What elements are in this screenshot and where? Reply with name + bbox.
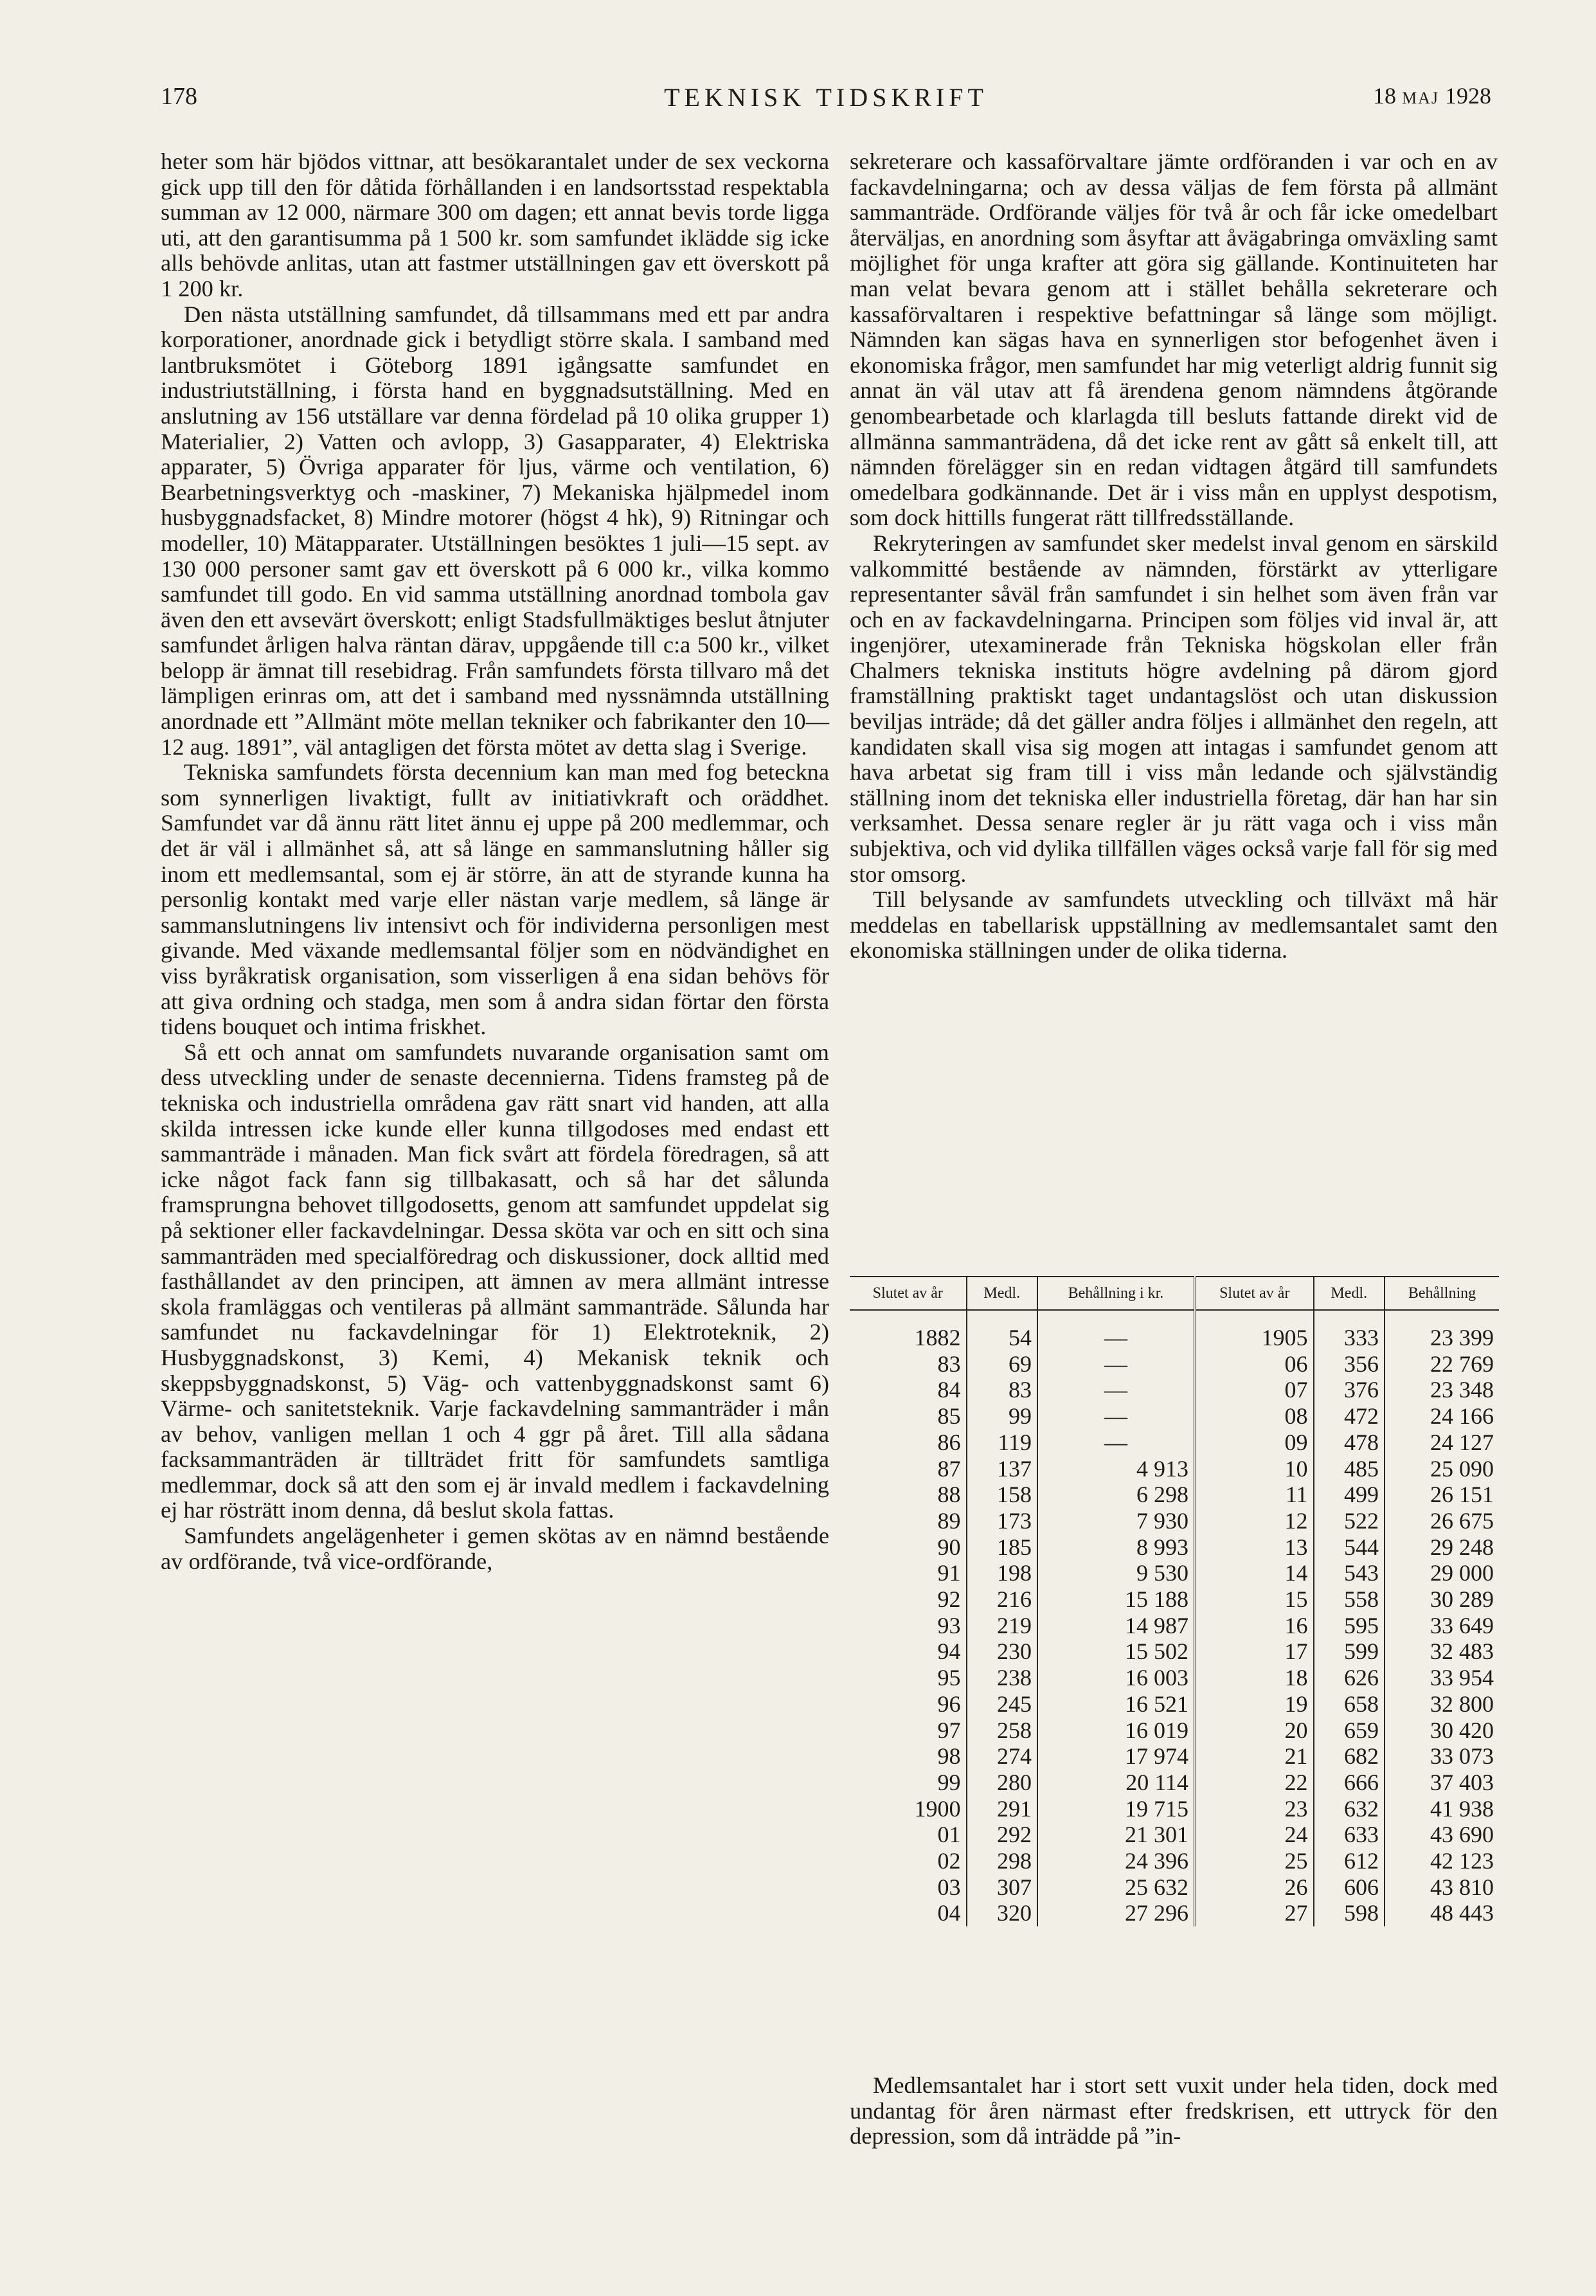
cell-members: 230 — [967, 1638, 1037, 1665]
cell-balance: — — [1037, 1351, 1195, 1377]
cell-year: 92 — [937, 1586, 961, 1613]
cell-balance: 29 000 — [1385, 1560, 1499, 1586]
cell-balance: 21 301 — [1037, 1822, 1195, 1848]
col-header-year: Slutet av år — [850, 1277, 967, 1310]
paragraph: Samfundets angelägenheter i gemen skötas av en nämnd bestående av ordförande, två vice-ordförande, — [161, 1523, 829, 1574]
cell-balance: 17 974 — [1037, 1743, 1195, 1770]
cell-balance: 24 127 — [1385, 1430, 1499, 1456]
cell-year: 89 — [937, 1507, 961, 1534]
cell-year: 22 — [1195, 1770, 1314, 1796]
cell-year: 84 — [937, 1377, 961, 1403]
table-row — [850, 1456, 1499, 1482]
cell-balance: 15 502 — [1037, 1638, 1195, 1665]
cell-members: 633 — [1314, 1822, 1385, 1848]
running-header — [161, 82, 1491, 121]
cell-members: 606 — [1314, 1874, 1385, 1901]
cell-year: 1882 — [914, 1325, 961, 1350]
col-header-members: Medl. — [967, 1277, 1037, 1310]
cell-members: 356 — [1314, 1351, 1385, 1377]
col-header-balance: Behållning — [1385, 1277, 1499, 1310]
cell-members: 216 — [967, 1586, 1037, 1613]
paragraph: Den nästa utställning samfundet, då tillsammans med ett par andra korporationer, anordnade gick i betydligt större skala. I samband med lantbruksmötet i Göteborg 1891 igångsatte samfundet en industriutställning, i första hand en byggnadsutställning. Med en anslutning av 156 utställare var denna fördelad på 10 olika grupper 1) Materialier, 2) Vatten och avlopp, 3) Gasapparater, 4) Elektriska apparater, 5) Övriga apparater för ljus, värme och ventilation, 6) Bearbetningsverktyg och -maskiner, 7) Mekaniska hjälpmedel inom husbyggnadsfacket, 8) Mindre motorer (högst 4 hk), 9) Ritningar och modeller, 10) Mätapparater. Utställningen besöktes 1 juli—15 sept. av 130 000 personer samt gav ett överskott på 6 000 kr., vilka kommo samfundet till godo. En vid samma utställning anordnad tombola gav även den ett avsevärt överskott; enligt Stadsfullmäktiges beslut åtnjuter samfundet årligen halva räntan därav, uppgående till c:a 500 kr., vilket belopp är ämnat till resebidrag. Från samfundets första tillvaro må det lämpligen erinras om, att det i samband med nyssnämnda utställning anordnade ett ”Allmänt möte mellan tekniker och fabrikanter den 10—12 aug. 1891”, väl antagligen det första mötet av detta slag i Sverige. — [161, 301, 829, 760]
cell-balance: 4 913 — [1037, 1456, 1195, 1482]
paragraph: Tekniska samfundets första decennium kan man med fog beteckna som synnerligen livaktigt, fullt av initiativkraft och oräddhet. Samfundet var då ännu rätt litet ännu ej uppe på 200 medlemmar, och det är väl i allmänhet så, att så länge en sammanslutning håller sig inom ett medlemsantal, som ej är större, än att de styrande kunna ha personlig kontakt med varje eller nästan varje medlem, så länge är sammanslutningens liv intensivt och för individerna personligen mest givande. Med växande medlemsantal följer som en nödvändighet en viss byråkratisk organisation, som visserligen å ena sidan behövs för att giva ordning och stadga, men som å andra sidan förtar den första tidens bouquet och intima friskhet. — [161, 759, 829, 1040]
cell-balance: 48 443 — [1385, 1900, 1499, 1926]
table-row — [850, 1482, 1499, 1508]
table-row — [850, 1900, 1499, 1926]
issue-date — [1373, 82, 1491, 109]
table-row — [850, 1351, 1499, 1377]
cell-year: 06 — [1195, 1351, 1314, 1377]
table-row — [850, 1430, 1499, 1456]
cell-year: 98 — [937, 1743, 961, 1770]
cell-year: 12 — [1195, 1508, 1314, 1534]
table-row — [850, 1403, 1499, 1430]
cell-members: 320 — [967, 1900, 1037, 1926]
cell-members: 632 — [1314, 1796, 1385, 1822]
cell-members: 274 — [967, 1743, 1037, 1770]
cell-year: 19 — [1195, 1691, 1314, 1718]
table-row — [850, 1665, 1499, 1691]
cell-year: 24 — [1195, 1822, 1314, 1848]
table-row — [850, 1560, 1499, 1586]
cell-year: 97 — [937, 1717, 961, 1743]
cell-members: 485 — [1314, 1456, 1385, 1482]
cell-members: 544 — [1314, 1534, 1385, 1561]
table-row — [850, 1848, 1499, 1874]
cell-balance: 7 930 — [1037, 1508, 1195, 1534]
cell-balance: 32 483 — [1385, 1638, 1499, 1665]
cell-year: 27 — [1195, 1900, 1314, 1926]
col-header-members: Medl. — [1314, 1277, 1385, 1310]
cell-balance: 37 403 — [1385, 1770, 1499, 1796]
cell-members: 598 — [1314, 1900, 1385, 1926]
table-row — [850, 1770, 1499, 1796]
cell-year: 01 — [937, 1822, 961, 1848]
table-row — [850, 1310, 1499, 1351]
cell-balance: 23 348 — [1385, 1377, 1499, 1403]
cell-balance: 41 938 — [1385, 1796, 1499, 1822]
cell-balance: 27 296 — [1037, 1900, 1195, 1926]
cell-members: 158 — [967, 1482, 1037, 1508]
cell-year: 96 — [937, 1691, 961, 1717]
cell-balance: 24 166 — [1385, 1403, 1499, 1430]
cell-members: 682 — [1314, 1743, 1385, 1770]
cell-balance: 25 632 — [1037, 1874, 1195, 1901]
cell-year: 13 — [1195, 1534, 1314, 1561]
cell-year: 1900 — [914, 1795, 961, 1822]
cell-balance: 30 289 — [1385, 1586, 1499, 1613]
cell-members: 658 — [1314, 1691, 1385, 1718]
cell-balance: 16 521 — [1037, 1691, 1195, 1718]
cell-members: 83 — [967, 1377, 1037, 1403]
table-row — [850, 1534, 1499, 1561]
cell-members: 258 — [967, 1718, 1037, 1744]
cell-balance: — — [1037, 1377, 1195, 1403]
cell-balance: 16 019 — [1037, 1718, 1195, 1744]
cell-members: 291 — [967, 1796, 1037, 1822]
cell-members: 99 — [967, 1403, 1037, 1430]
cell-members: 666 — [1314, 1770, 1385, 1796]
cell-year: 18 — [1195, 1665, 1314, 1691]
cell-members: 595 — [1314, 1613, 1385, 1639]
cell-balance: 6 298 — [1037, 1482, 1195, 1508]
table-row — [850, 1822, 1499, 1848]
cell-members: 333 — [1314, 1310, 1385, 1351]
table-header-row — [850, 1277, 1499, 1310]
cell-balance: — — [1037, 1403, 1195, 1430]
cell-year: 02 — [937, 1848, 961, 1874]
cell-balance: — — [1037, 1430, 1195, 1456]
cell-balance: 20 114 — [1037, 1770, 1195, 1796]
cell-year: 83 — [937, 1350, 961, 1377]
cell-members: 69 — [967, 1351, 1037, 1377]
cell-members: 472 — [1314, 1403, 1385, 1430]
table-body — [850, 1310, 1499, 1926]
cell-members: 185 — [967, 1534, 1037, 1561]
paragraph: Så ett och annat om samfundets nuvarande organisation samt om dess utveckling under de senaste decennierna. Tidens framsteg på de tekniska och industriella områdena gav rätt snart vid handen, att alla skilda intressen icke kunde eller kunna tillgodoses med endast ett sammanträde i månaden. Man fick svårt att fördela föredragen, så att icke något fack fann sig tillbakasatt, och så har det sålunda framsprungna behovet tillgodosetts, genom att samfundet uppdelat sig på sektioner eller fackavdelningar. Dessa sköta var och en sitt och sina sammanträden med specialföredrag och diskussioner, dock alltid med fasthållandet av den principen, att ämnen av mera allmänt intresse skola framläggas och ventileras på allmänt sammanträde. Sålunda har samfundet nu fackavdelningar för 1) Elektroteknik, 2) Husbyggnadskonst, 3) Kemi, 4) Mekanisk teknik och skeppsbyggnadskonst, 5) Väg- och vattenbyggnadskonst samt 6) Värme- och sanitetsteknik. Varje fackavdelning sammanträder i mån av behov, vanligen mellan 1 och 4 ggr på året. Till alla sådana facksammanträden är tillträdet fritt för samfundets samtliga medlemmar, dock så att den som ej är invald medlem i fackavdelning ej har rösträtt inom denna, då beslut skola fattas. — [161, 1039, 829, 1523]
issue-year: 1928 — [1445, 83, 1491, 109]
cell-balance: — — [1037, 1310, 1195, 1351]
cell-year: 25 — [1195, 1848, 1314, 1874]
cell-members: 245 — [967, 1691, 1037, 1718]
cell-members: 238 — [967, 1665, 1037, 1691]
cell-year: 86 — [937, 1429, 961, 1455]
cell-year: 93 — [937, 1612, 961, 1638]
cell-year: 07 — [1195, 1377, 1314, 1403]
cell-year: 91 — [937, 1560, 961, 1586]
cell-year: 10 — [1195, 1456, 1314, 1482]
paragraph: Medlemsantalet har i stort sett vuxit under hela tiden, dock med undantag för åren närmast efter fredskrisen, ett uttryck för den depression, som då inträdde på ”in- — [850, 2072, 1498, 2149]
cell-members: 612 — [1314, 1848, 1385, 1874]
table-row — [850, 1638, 1499, 1665]
cell-balance: 43 810 — [1385, 1874, 1499, 1901]
cell-balance: 24 396 — [1037, 1848, 1195, 1874]
cell-balance: 33 073 — [1385, 1743, 1499, 1770]
cell-year: 14 — [1195, 1560, 1314, 1586]
cell-members: 307 — [967, 1874, 1037, 1901]
table-row — [850, 1743, 1499, 1770]
table-row — [850, 1586, 1499, 1613]
cell-year: 26 — [1195, 1874, 1314, 1901]
cell-members: 119 — [967, 1430, 1037, 1456]
cell-year: 99 — [937, 1769, 961, 1795]
cell-balance: 42 123 — [1385, 1848, 1499, 1874]
cell-year: 20 — [1195, 1718, 1314, 1744]
cell-year: 04 — [937, 1900, 961, 1926]
cell-balance: 26 675 — [1385, 1508, 1499, 1534]
cell-balance: 32 800 — [1385, 1691, 1499, 1718]
cell-members: 543 — [1314, 1560, 1385, 1586]
table-row — [850, 1796, 1499, 1822]
cell-year: 15 — [1195, 1586, 1314, 1613]
paragraph: heter som här bjödos vittnar, att besökarantalet under de sex veckorna gick upp till den för dåtida förhållanden i en landsortsstad respektabla summan av 12 000, närmare 300 om dagen; ett annat bevis torde ligga uti, att den garantisumma på 1 500 kr. som samfundet ikläddе sig icke alls behövde anlitas, utan att fastmer utställningen gav ett överskott på 1 200 kr. — [161, 148, 829, 301]
cell-balance: 23 399 — [1385, 1310, 1499, 1351]
cell-balance: 25 090 — [1385, 1456, 1499, 1482]
cell-year: 17 — [1195, 1638, 1314, 1665]
journal-title: TEKNISK TIDSKRIFT — [664, 83, 988, 112]
cell-members: 298 — [967, 1848, 1037, 1874]
data-table — [850, 1276, 1499, 1926]
cell-balance: 29 248 — [1385, 1534, 1499, 1561]
paragraph: Till belysande av samfundets utveckling och tillväxt må här meddelas en tabellarisk uppställning av medlemsantalet samt den ekonomiska ställningen under de olika tiderna. — [850, 886, 1498, 964]
cell-members: 198 — [967, 1560, 1037, 1586]
cell-members: 478 — [1314, 1430, 1385, 1456]
paragraph: sekreterare och kassaförvaltare jämte ordföranden i var och en av fackavdelningarna; och av dessa väljas de fem första på allmänt sammanträde. Ordförande väljes för två år och får icke omedelbart återväljas, en anordning som åsyftar att åvägabringa omväxling samt möjlighet för unga krafter att göra sig gällande. Kontinuiteten har man velat bevara genom att i stället behålla sekreterare och kassaförvaltaren i respektive befattningar så länge som möjligt. Nämnden kan sägas hava en synnerligen stor befogenhet även i ekonomiska frågor, men samfundet har mig veterligt aldrig funnit sig annat än väl utav att få ärendena genom nämndens åtgörande genombearbetade och klarlagda till besluts fattande direkt vid de allmänna sammanträdena, då det icke rent av gått så enkelt till, att nämnden förelägger sin en redan vidtagen åtgärd till samfundets omedelbara godkännande. Det är i viss mån en upplyst despotism, som dock hittills fungerat rätt tillfredsställande. — [850, 148, 1498, 531]
cell-balance: 22 769 — [1385, 1351, 1499, 1377]
left-column — [161, 149, 829, 1574]
col-header-year: Slutet av år — [1195, 1277, 1314, 1310]
cell-balance: 43 690 — [1385, 1822, 1499, 1848]
issue-day: 18 — [1372, 83, 1396, 109]
cell-balance: 8 993 — [1037, 1534, 1195, 1561]
membership-table — [850, 1276, 1499, 1926]
cell-balance: 14 987 — [1037, 1613, 1195, 1639]
cell-members: 659 — [1314, 1718, 1385, 1744]
cell-balance: 26 151 — [1385, 1482, 1499, 1508]
cell-year: 08 — [1195, 1403, 1314, 1430]
cell-balance: 9 530 — [1037, 1560, 1195, 1586]
cell-balance: 33 954 — [1385, 1665, 1499, 1691]
cell-members: 626 — [1314, 1665, 1385, 1691]
cell-year: 09 — [1195, 1430, 1314, 1456]
cell-members: 522 — [1314, 1508, 1385, 1534]
cell-year: 21 — [1195, 1743, 1314, 1770]
cell-members: 137 — [967, 1456, 1037, 1482]
cell-year: 88 — [937, 1482, 961, 1508]
cell-year: 90 — [937, 1534, 961, 1560]
issue-month: MAJ — [1401, 89, 1439, 107]
table-row — [850, 1613, 1499, 1639]
cell-year: 94 — [937, 1638, 961, 1665]
page-number: 178 — [161, 83, 197, 110]
right-column — [850, 149, 1498, 964]
cell-year: 16 — [1195, 1613, 1314, 1639]
table-row — [850, 1691, 1499, 1718]
paragraph: Rekryteringen av samfundet sker medelst inval genom en särskild valkommitté bestående av nämnden, förstärkt av ytterligare representanter såväl från samfundet i sin helhet som även från var och en av fackavdelningarna. Principen som följes vid inval är, att ingenjörer, utexaminerade från Tekniska högskolan eller från Chalmers tekniska instituts högre avdelning på därom gjord framställning praktiskt taget undantagslöst och utan diskussion beviljas inträde; då det gäller andra följes i allmänhet den regeln, att kandidaten skall visa sig mogen att intagas i samfundet genom att hava arbetat sig fram till i viss mån ledande och självständig ställning inom det tekniska eller industriella företag, där han har sin verksamhet. Dessa senare regler är ju rätt vaga och i viss mån subjektiva, och vid dylika tillfällen väges också varje fall för sig med stor omsorg. — [850, 530, 1498, 887]
cell-balance: 33 649 — [1385, 1613, 1499, 1639]
cell-year: 95 — [937, 1665, 961, 1691]
cell-members: 280 — [967, 1770, 1037, 1796]
cell-members: 219 — [967, 1613, 1037, 1639]
col-header-balance: Behållning i kr. — [1037, 1277, 1195, 1310]
cell-balance: 19 715 — [1037, 1796, 1195, 1822]
table-row — [850, 1874, 1499, 1901]
cell-members: 499 — [1314, 1482, 1385, 1508]
cell-year: 87 — [937, 1455, 961, 1482]
cell-members: 599 — [1314, 1638, 1385, 1665]
cell-year: 11 — [1195, 1482, 1314, 1508]
cell-year: 23 — [1195, 1796, 1314, 1822]
cell-members: 376 — [1314, 1377, 1385, 1403]
cell-year: 1905 — [1195, 1310, 1314, 1351]
cell-balance: 15 188 — [1037, 1586, 1195, 1613]
table-row — [850, 1508, 1499, 1534]
cell-year: 03 — [937, 1874, 961, 1900]
table-row — [850, 1718, 1499, 1744]
cell-balance: 30 420 — [1385, 1718, 1499, 1744]
cell-year: 85 — [937, 1403, 961, 1430]
table-row — [850, 1377, 1499, 1403]
cell-members: 54 — [967, 1310, 1037, 1351]
cell-members: 558 — [1314, 1586, 1385, 1613]
cell-balance: 16 003 — [1037, 1665, 1195, 1691]
right-column-continued — [850, 2073, 1498, 2149]
cell-members: 173 — [967, 1508, 1037, 1534]
cell-members: 292 — [967, 1822, 1037, 1848]
